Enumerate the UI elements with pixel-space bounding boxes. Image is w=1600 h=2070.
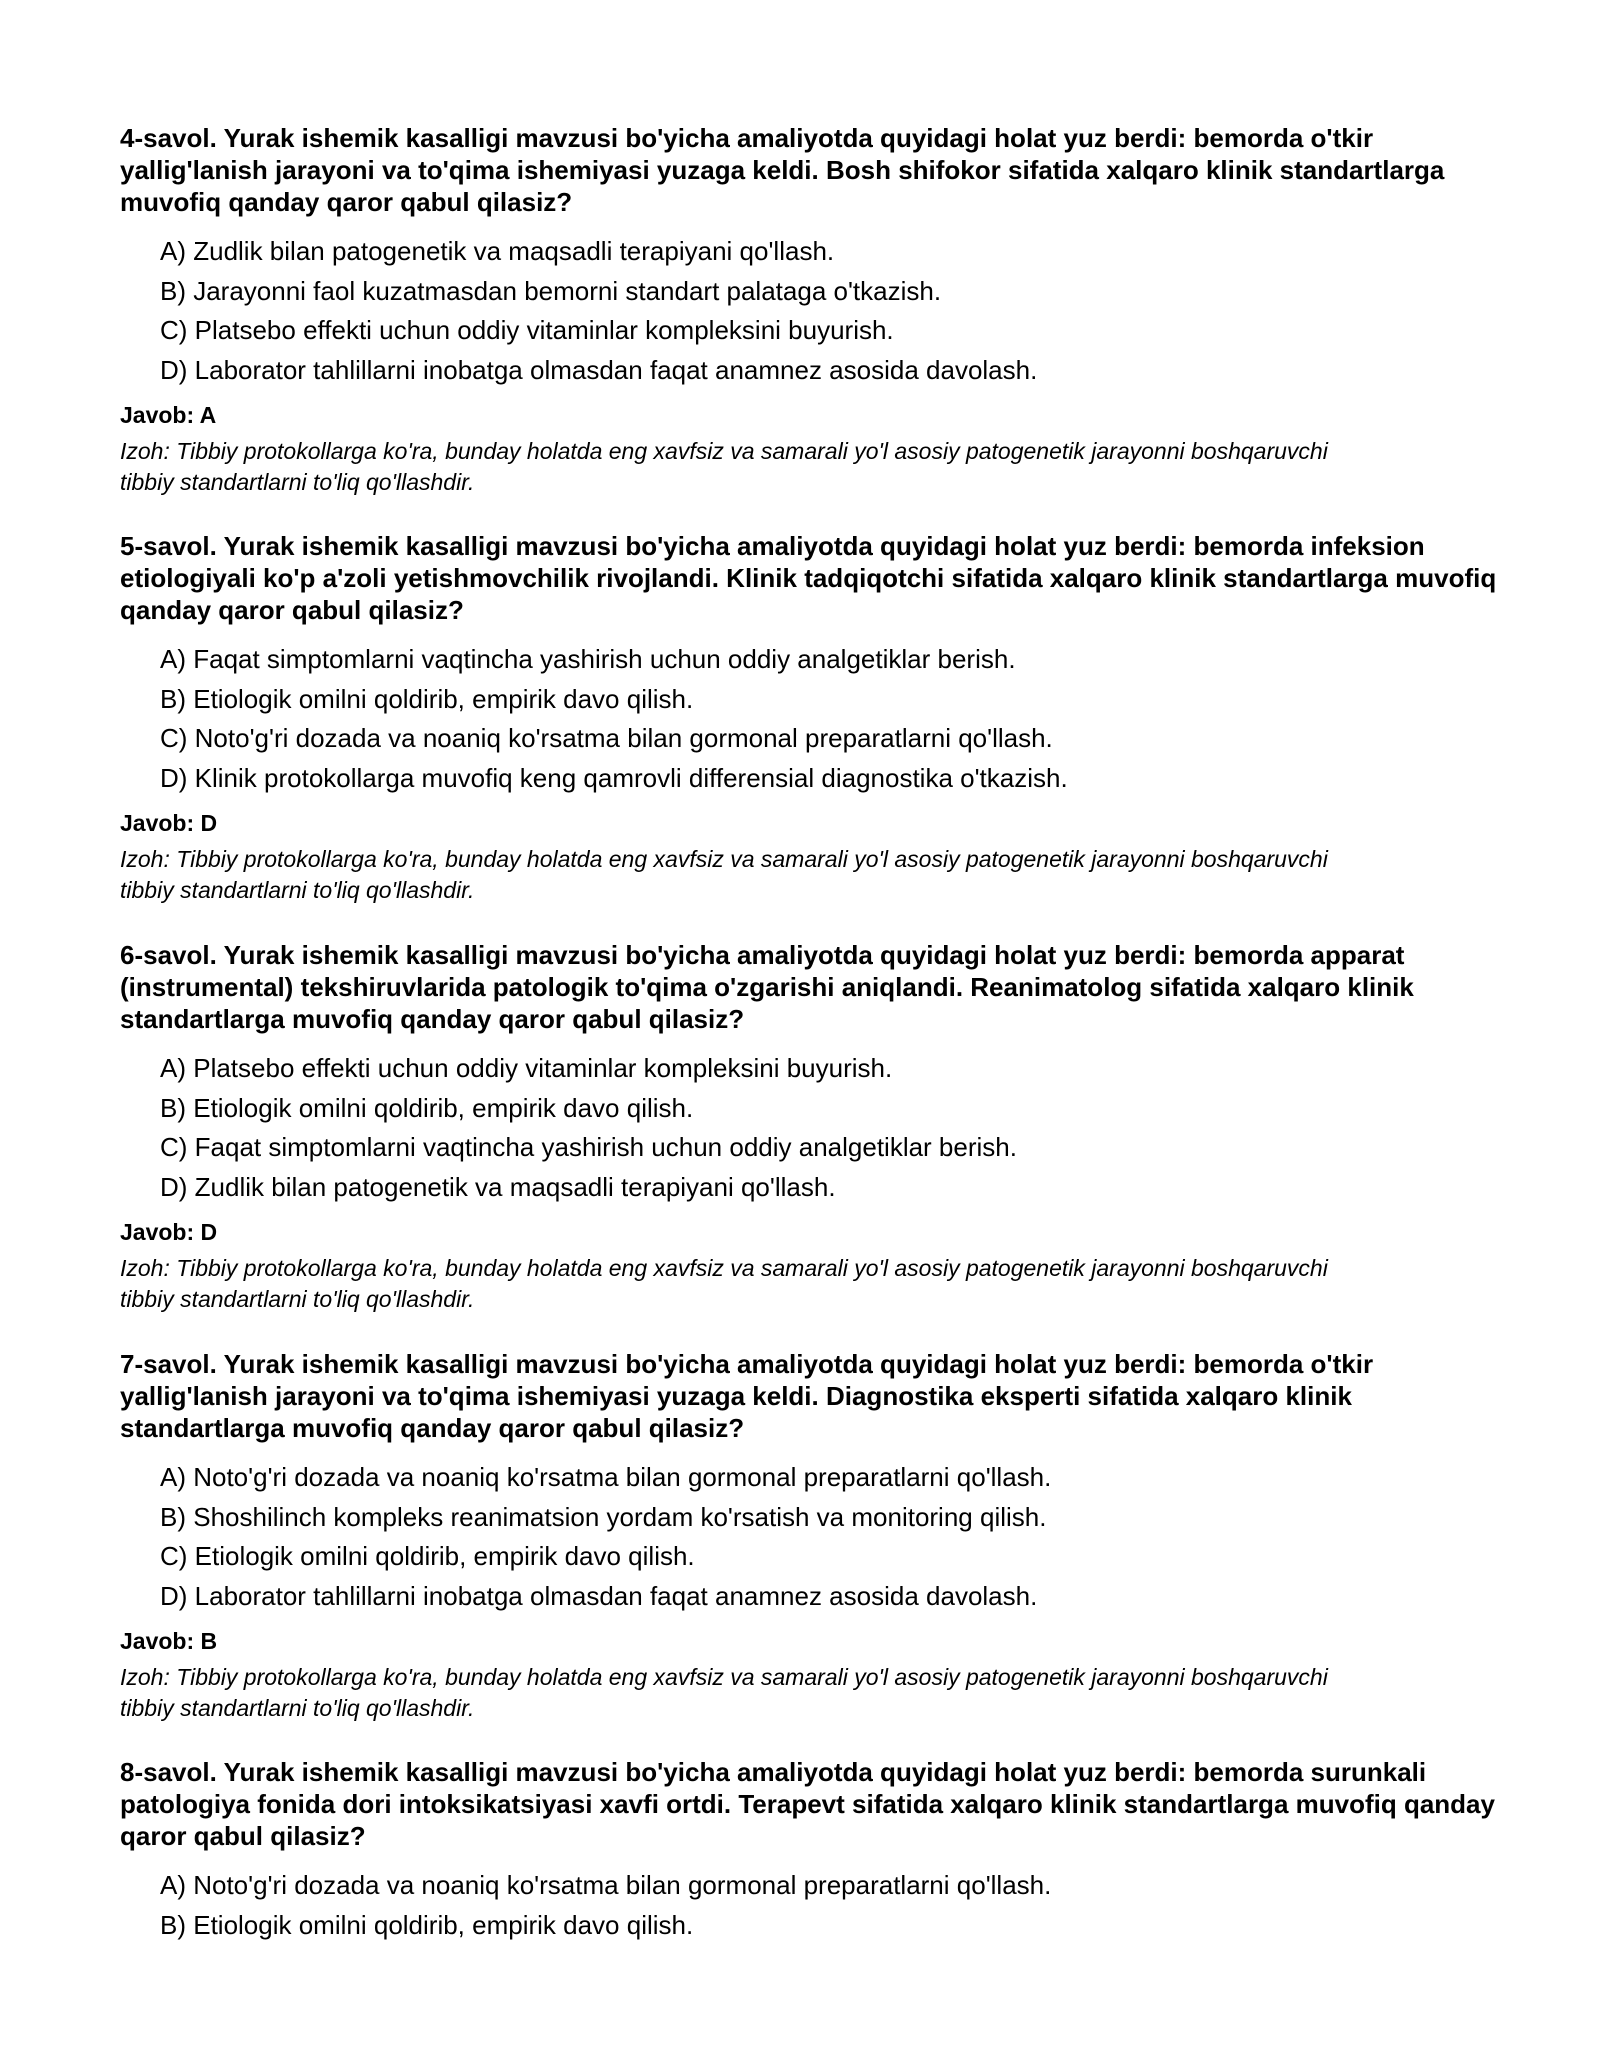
answer-label: Javob: D: [120, 810, 218, 836]
option-c: C) Faqat simptomlarni vaqtincha yashirish uchun oddiy analgetiklar berish.: [160, 1132, 1017, 1162]
option-a: A) Noto'g'ri dozada va noaniq ko'rsatma bilan gormonal preparatlarni qo'llash.: [160, 1462, 1052, 1492]
option-a: A) Faqat simptomlarni vaqtincha yashirish uchun oddiy analgetiklar berish.: [160, 644, 1016, 674]
option-d: D) Zudlik bilan patogenetik va maqsadli terapiyani qo'llash.: [160, 1171, 836, 1202]
answer-label: Javob: A: [120, 402, 217, 428]
options-list: [120, 1866, 1500, 1945]
question-text: 6-savol. Yurak ishemik kasalligi mavzusi bo'yicha amaliyotda quyidagi holat yuz berdi: bemorda apparat (instrumental) tekshiruvlarida patologik to'qima o'zgarishi aniqlandi. Reanimatolog sifatida xalqaro klinik standartlarga muvofiq qanday qaror qabul qilasiz?: [120, 940, 1414, 1034]
option-a: A) Zudlik bilan patogenetik va maqsadli terapiyani qo'llash.: [160, 236, 835, 266]
explanation-note: Izoh: Tibbiy protokollarga ko'ra, bunday holatda eng xavfsiz va samarali yo'l asosiy patogenetik jarayonni boshqaruvchi tibbiy standartlarni to'liq qo'llashdir.: [120, 438, 1328, 495]
explanation-note: Izoh: Tibbiy protokollarga ko'ra, bunday holatda eng xavfsiz va samarali yo'l asosiy patogenetik jarayonni boshqaruvchi tibbiy standartlarni to'liq qo'llashdir.: [120, 1664, 1328, 1721]
option-b: B) Etiologik omilni qoldirib, empirik davo qilish.: [160, 1909, 694, 1940]
option-c: C) Noto'g'ri dozada va noaniq ko'rsatma bilan gormonal preparatlarni qo'llash.: [160, 723, 1053, 753]
options-list: [120, 232, 1500, 390]
option-b: B) Etiologik omilni qoldirib, empirik davo qilish.: [160, 683, 694, 714]
option-a: A) Noto'g'ri dozada va noaniq ko'rsatma bilan gormonal preparatlarni qo'llash.: [160, 1870, 1052, 1900]
options-list: [120, 640, 1500, 798]
options-list: [120, 1458, 1500, 1616]
option-d: D) Klinik protokollarga muvofiq keng qamrovli differensial diagnostika o'tkazish.: [160, 762, 1068, 793]
question-block: [120, 122, 1500, 498]
option-d: D) Laborator tahlillarni inobatga olmasdan faqat anamnez asosida davolash.: [160, 1580, 1038, 1611]
question-text: 5-savol. Yurak ishemik kasalligi mavzusi bo'yicha amaliyotda quyidagi holat yuz berdi: bemorda infeksion etiologiyali ko'p a'zoli yetishmovchilik rivojlandi. Klinik tadqiqotchi sifatida xalqaro klinik standartlarga muvofiq qanday qaror qabul qilasiz?: [120, 531, 1497, 625]
option-a: A) Platsebo effekti uchun oddiy vitaminlar kompleksini buyurish.: [160, 1053, 893, 1083]
question-block: [120, 1348, 1500, 1724]
explanation-note: Izoh: Tibbiy protokollarga ko'ra, bunday holatda eng xavfsiz va samarali yo'l asosiy patogenetik jarayonni boshqaruvchi tibbiy standartlarni to'liq qo'llashdir.: [120, 1255, 1328, 1312]
answer-label: Javob: D: [120, 1219, 218, 1245]
question-block: [120, 1756, 1500, 1945]
option-c: C) Platsebo effekti uchun oddiy vitaminlar kompleksini buyurish.: [160, 315, 894, 345]
option-d: D) Laborator tahlillarni inobatga olmasdan faqat anamnez asosida davolash.: [160, 354, 1038, 385]
question-text: 7-savol. Yurak ishemik kasalligi mavzusi bo'yicha amaliyotda quyidagi holat yuz berdi: bemorda o'tkir yallig'lanish jarayoni va to'qima ishemiyasi yuzaga keldi. Diagnostika eksperti sifatida xalqaro klinik standartlarga muvofiq qanday qaror qabul qilasiz?: [120, 1349, 1374, 1443]
options-list: [120, 1049, 1500, 1207]
option-b: B) Etiologik omilni qoldirib, empirik davo qilish.: [160, 1092, 694, 1123]
option-b: B) Jarayonni faol kuzatmasdan bemorni standart palataga o'tkazish.: [160, 275, 942, 306]
option-c: C) Etiologik omilni qoldirib, empirik davo qilish.: [160, 1541, 695, 1571]
question-text: 4-savol. Yurak ishemik kasalligi mavzusi bo'yicha amaliyotda quyidagi holat yuz berdi: bemorda o'tkir yallig'lanish jarayoni va to'qima ishemiyasi yuzaga keldi. Bosh shifokor sifatida xalqaro klinik standartlarga muvofiq qanday qaror qabul qilasiz?: [120, 123, 1445, 217]
answer-label: Javob: B: [120, 1628, 218, 1654]
question-block: [120, 939, 1500, 1315]
option-b: B) Shoshilinch kompleks reanimatsion yordam ko'rsatish va monitoring qilish.: [160, 1501, 1047, 1532]
explanation-note: Izoh: Tibbiy protokollarga ko'ra, bunday holatda eng xavfsiz va samarali yo'l asosiy patogenetik jarayonni boshqaruvchi tibbiy standartlarni to'liq qo'llashdir.: [120, 846, 1328, 903]
question-block: [120, 530, 1500, 906]
question-text: 8-savol. Yurak ishemik kasalligi mavzusi bo'yicha amaliyotda quyidagi holat yuz berdi: bemorda surunkali patologiya fonida dori intoksikatsiyasi xavfi ortdi. Terapevt sifatida xalqaro klinik standartlarga muvofiq qanday qaror qabul qilasiz?: [120, 1757, 1495, 1851]
